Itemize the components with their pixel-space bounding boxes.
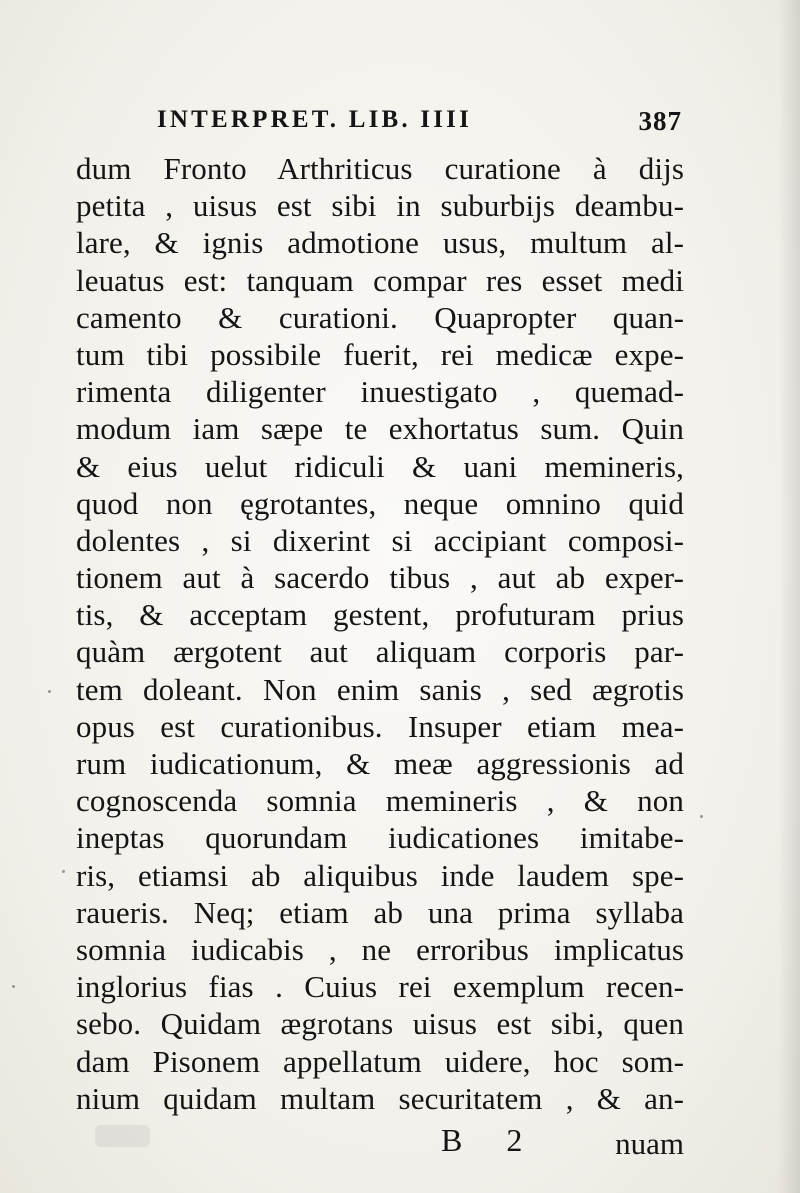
body-text [76, 150, 684, 1117]
catchword: nuam [615, 1126, 684, 1161]
text-line: dam Pisonem appellatum uidere, hoc som- [76, 1043, 684, 1079]
paper-speck [12, 985, 15, 988]
text-line: cognoscenda somnia memineris , & non [76, 783, 684, 819]
paper-speck [62, 870, 65, 873]
signature-mark: B 2 [441, 1122, 541, 1158]
text-line: rimenta diligenter inuestigato , quemad- [76, 374, 684, 410]
text-line: inglorius fias . Cuius rei exemplum recen- [76, 969, 684, 1005]
text-line: dolentes , si dixerint si accipiant composi- [76, 522, 684, 558]
running-head: INTERPRET. LIB. IIII [157, 106, 473, 133]
page-footer [76, 1122, 684, 1162]
text-line: quàm ærgotent aut aliquam corporis par- [76, 634, 684, 670]
text-line: somnia iudicabis , ne erroribus implicatus [76, 931, 684, 967]
text-line: sebo. Quidam ægrotans uisus est sibi, quen [76, 1006, 684, 1042]
text-line: ris, etiamsi ab aliquibus inde laudem spe- [76, 857, 684, 893]
page-number: 387 [638, 106, 682, 136]
text-line: raueris. Neq; etiam ab una prima syllaba [76, 894, 684, 930]
text-line: modum iam sæpe te exhortatus sum. Quin [76, 411, 684, 447]
text-line: tionem aut à sacerdo tibus , aut ab exper- [76, 560, 684, 596]
text-line: nium quidam multam securitatem , & an- [76, 1080, 684, 1116]
text-line: camento & curationi. Quapropter quan- [76, 299, 684, 335]
text-line: petita , uisus est sibi in suburbijs deambu- [76, 188, 684, 224]
text-line: rum iudicationum, & meæ aggressionis ad [76, 746, 684, 781]
text-line: ineptas quorundam iudicationes imitabe- [76, 820, 684, 856]
text-line: tis, & acceptam gestent, profuturam prius [76, 597, 684, 633]
text-line: tem doleant. Non enim sanis , sed ægrotis [76, 671, 684, 707]
text-line: opus est curationibus. Insuper etiam mea- [76, 708, 684, 744]
paper-speck [48, 690, 51, 693]
text-line: lare, & ignis admotione usus, multum al- [76, 225, 684, 261]
text-line: & eius uelut ridiculi & uani memineris, [76, 448, 684, 484]
text-line: dum Fronto Arthriticus curatione à dijs [76, 151, 684, 186]
text-line: leuatus est: tanquam compar res esset medi [76, 262, 684, 298]
text-line: quod non ęgrotantes, neque omnino quid [76, 485, 684, 521]
page-header [157, 106, 682, 146]
paper-speck [700, 815, 703, 818]
spine-shadow [778, 0, 800, 1193]
text-line: tum tibi possibile fuerit, rei medicæ expe- [76, 336, 684, 372]
